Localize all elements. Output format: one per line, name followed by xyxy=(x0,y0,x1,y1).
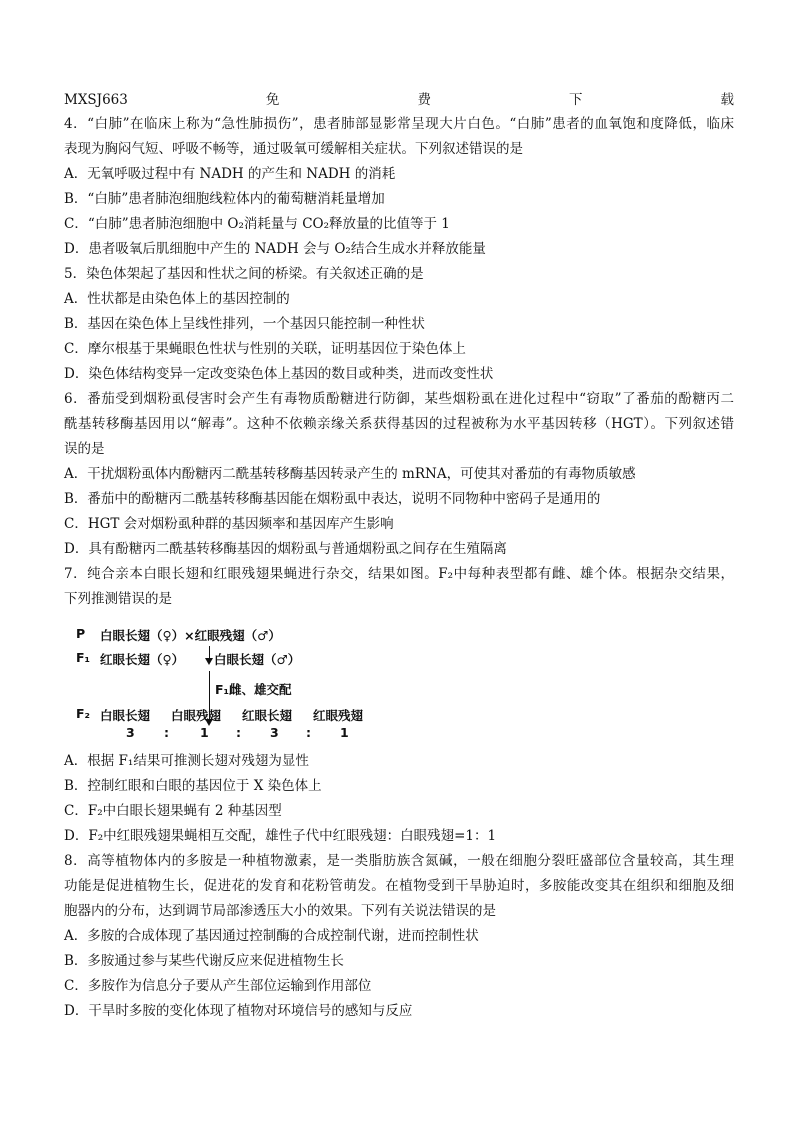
question-stem-line: 胞器内的分布，达到调节局部渗透压大小的效果。下列有关说法错误的是 xyxy=(64,903,496,919)
f1-generation-label: F₁ xyxy=(76,650,91,665)
option-b: B．番茄中的酚糖丙二酰基转移酶基因能在烟粉虱中表达，说明不同物种中密码子是通用的 xyxy=(64,491,601,507)
f2-ratio-value: 3 xyxy=(270,725,279,740)
f2-ratio-separator: : xyxy=(236,725,241,740)
option-c: C．F₂中白眼长翅果蝇有 2 种基因型 xyxy=(64,803,282,819)
question-4 xyxy=(64,112,734,262)
option-d: D．F₂中红眼残翅果蝇相互交配，雄性子代中红眼残翅：白眼残翅=1：1 xyxy=(64,828,497,844)
f2-phenotype: 白眼长翅 xyxy=(100,708,151,723)
option-a: A．多胺的合成体现了基因通过控制酶的合成控制代谢，进而控制性状 xyxy=(64,928,479,944)
doc-code: MXSJ663 xyxy=(64,92,128,108)
down-arrow-icon xyxy=(209,646,210,660)
option-c: C．“白肺”患者肺泡细胞中 O₂消耗量与 CO₂释放量的比值等于 1 xyxy=(64,216,450,232)
question-stem-line: 误的是 xyxy=(64,441,105,457)
question-stem-line: 7．纯合亲本白眼长翅和红眼残翅果蝇进行杂交，结果如图。F₂中每种表型都有雌、雄个体。根据杂交结果， xyxy=(64,566,734,582)
option-d: D．染色体结构变异一定改变染色体上基因的数目或种类，进而改变性状 xyxy=(64,366,494,382)
question-stem-line: 6．番茄受到烟粉虱侵害时会产生有毒物质酚糖进行防御，某些烟粉虱在进化过程中“窃取”了番茄的酚糖丙二 xyxy=(64,391,734,407)
f2-ratio-value: 1 xyxy=(340,725,349,740)
p-generation-label: P xyxy=(76,626,86,641)
f2-ratio-value: 1 xyxy=(200,725,209,740)
option-c: C．HGT 会对烟粉虱种群的基因频率和基因库产生影响 xyxy=(64,516,394,532)
option-b: B．基因在染色体上呈线性排列，一个基因只能控制一种性状 xyxy=(64,316,425,332)
option-d: D．具有酚糖丙二酰基转移酶基因的烟粉虱与普通烟粉虱之间存在生殖隔离 xyxy=(64,541,507,557)
option-d: D．干旱时多胺的变化体现了植物对环境信号的感知与反应 xyxy=(64,1003,413,1019)
question-stem-line: 表现为胸闷气短、呼吸不畅等，通过吸氧可缓解相关症状。下列叙述错误的是 xyxy=(64,141,523,157)
question-5 xyxy=(64,262,734,387)
option-d: D．患者吸氧后肌细胞中产生的 NADH 会与 O₂结合生成水并释放能量 xyxy=(64,241,486,257)
f2-ratio-separator: : xyxy=(306,725,311,740)
question-stem-line: 酰基转移酶基因用以“解毒”。这种不依赖亲缘关系获得基因的过程被称为水平基因转移（HGT）。下列叙述错 xyxy=(64,416,734,432)
option-b: B．“白肺”患者肺泡细胞线粒体内的葡萄糖消耗量增加 xyxy=(64,191,385,207)
header-char: 载 xyxy=(720,92,734,108)
option-b: B．控制红眼和白眼的基因位于 X 染色体上 xyxy=(64,778,322,794)
f2-phenotype: 红眼长翅 xyxy=(242,708,293,723)
question-stem-line: 4．“白肺”在临床上称为“急性肺损伤”，患者肺部显影常呈现大片白色。“白肺”患者的血氧饱和度降低，临床 xyxy=(64,116,734,132)
f2-ratio-separator: : xyxy=(164,725,169,740)
option-c: C．多胺作为信息分子要从产生部位运输到作用部位 xyxy=(64,978,372,994)
option-a: A．干扰烟粉虱体内酚糖丙二酰基转移酶基因转录产生的 mRNA，可使其对番茄的有毒物质敏感 xyxy=(64,466,636,482)
question-stem-line: 下列推测错误的是 xyxy=(64,591,172,607)
question-stem-line: 功能是促进植物生长，促进花的发育和花粉管萌发。在植物受到干旱胁迫时，多胺能改变其在组织和细胞及细 xyxy=(64,878,734,894)
p-cross-text: 白眼长翅（♀）×红眼残翅（♂） xyxy=(100,628,281,643)
question-8 xyxy=(64,849,734,1024)
question-stem-line: 5．染色体架起了基因和性状之间的桥梁。有关叙述正确的是 xyxy=(64,266,424,282)
page-header xyxy=(64,88,734,112)
exam-page xyxy=(64,88,734,1024)
header-char: 费 xyxy=(417,92,431,108)
question-stem-line: 8．高等植物体内的多胺是一种植物激素，是一类脂肪族含氮碱，一般在细胞分裂旺盛部位含量较高，其生理 xyxy=(64,853,734,869)
f2-ratio-value: 3 xyxy=(126,725,135,740)
header-char: 下 xyxy=(568,92,583,108)
question-6 xyxy=(64,387,734,562)
f1-female-phenotype: 红眼长翅（♀） xyxy=(100,652,185,667)
header-char: 免 xyxy=(265,92,280,108)
option-a: A．无氧呼吸过程中有 NADH 的产生和 NADH 的消耗 xyxy=(64,166,396,182)
option-a: A．性状都是由染色体上的基因控制的 xyxy=(64,291,290,307)
option-b: B．多胺通过参与某些代谢反应来促进植物生长 xyxy=(64,953,344,969)
option-a: A．根据 F₁结果可推测长翅对残翅为显性 xyxy=(64,753,309,769)
cross-diagram xyxy=(64,618,734,743)
f1-male-phenotype: 白眼长翅（♂） xyxy=(214,652,301,667)
question-7 xyxy=(64,562,734,849)
f2-phenotype: 白眼残翅 xyxy=(171,708,222,723)
f1-mating-label: F₁雌、雄交配 xyxy=(215,682,292,697)
f2-phenotype: 红眼残翅 xyxy=(313,708,364,723)
option-c: C．摩尔根基于果蝇眼色性状与性别的关联，证明基因位于染色体上 xyxy=(64,341,466,357)
f2-generation-label: F₂ xyxy=(76,706,91,721)
